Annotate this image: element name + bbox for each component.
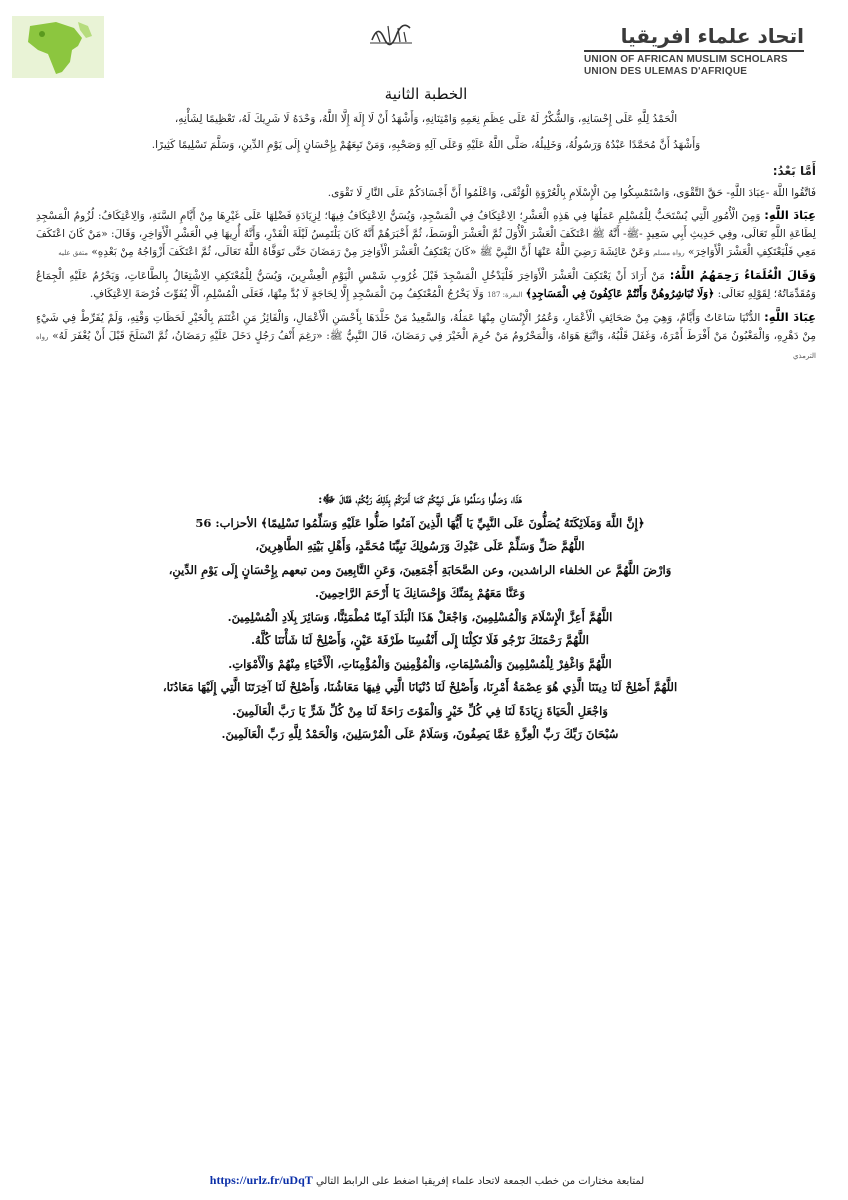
paragraph-text: وَعَنْ عَائِشَةَ رَضِيَ اللَّهُ عَنْهَا أَنَّ النَّبِيَّ ﷺ «كَانَ يَعْتَكِفُ الْعَشْرَ الْأَوَاخِرَ مِنْ رَمَضَانَ حَتَّى تَوَفَّاهُ اللَّهُ تَعَالَى، ثُمَّ اعْتَكَفَ أَزْوَاجُهُ مِنْ بَعْدِهِ» <box>91 246 650 258</box>
dua-line: هَذَا، وَصَلُّوا وَسَلِّمُوا عَلَى نَبِيِّكُمْ كَمَا أَمَرَكُمْ بِذَلِكَ رَبُّكُمْ، فَقَالَ ﷻ: <box>318 492 522 506</box>
intro-line: الْحَمْدُ لِلَّهِ عَلَى إِحْسَانِهِ، وَالشُّكْرُ لَهُ عَلَى عِظَمِ نِعَمِهِ وَامْتِنَانِهِ، وَأَشْهَدُ أَنْ لَا إِلَهَ إِلَّا اللَّهُ، وَحْدَهُ لَا شَرِيكَ لَهُ، تَعْظِيمًا لِشَأْنِهِ، <box>174 113 678 125</box>
hadith-reference: رواه مسلم <box>653 249 685 257</box>
dua-line: وَاجْعَلِ الْحَيَاةَ زِيَادَةً لَنَا فِي كُلِّ خَيْرٍ وَالْمَوْتَ رَاحَةً لَنَا مِنْ كُلِّ شَرٍّ يَا رَبَّ الْعَالَمِينَ. <box>232 703 608 718</box>
dua-line: وَعَنَّا مَعَهُمْ بِمَنِّكَ وَإِحْسَانِكَ يَا أَرْحَمَ الرَّاحِمِينَ. <box>314 586 526 600</box>
organization-name <box>584 24 804 78</box>
intro-line: وَأَشْهَدُ أَنَّ مُحَمَّدًا عَبْدُهُ وَرَسُولُهُ، وَخَلِيلُهُ، صَلَّى اللَّهُ عَلَيْهِ وَعَلَى آلِهِ وَصَحْبِهِ، وَمَنْ تَبِعَهُمْ بِإِحْسَانٍ إِلَى يَوْمِ الدِّينِ، وَسَلَّمَ تَسْلِيمًا كَثِيرًا. <box>151 139 701 151</box>
paragraph-text: الدُّنْيَا سَاعَاتٌ وَأَيَّامٌ، وَهِيَ مِنْ صَحَائِفِ الْأَعْمَارِ، وَعُمُرُ الْإِنْسَانِ مِنْهَا عَمَلُهُ، وَالسَّعِيدُ مَنْ خَلَّدَهَا بِأَحْسَنِ الْأَعْمَالِ، وَالْفَائِزُ مَنِ اغْتَنَمَ بِالْخَيْرِ لَحَظَاتِ وَقْتِهِ، وَلَمْ يُفَرِّطْ فِي شَيْءٍ مِنْ دَهْرِهِ، وَالْمَغْبُونُ مَنْ أَفْرَطَ أَمْرَهُ، وَغَفَلَ قَلْبُهُ، وَاتَّبَعَ هَوَاهُ، وَالْمَحْرُومُ مَنْ حُرِمَ الْخَيْرَ فِي رَمَضَانَ، قَالَ النَّبِيُّ ﷺ: «رَغِمَ أَنْفُ رَجُلٍ دَخَلَ عَلَيْهِ رَمَضَانُ، ثُمَّ انْسَلَخَ قَبْلَ أَنْ يُغْفَرَ لَهُ» <box>36 312 816 342</box>
sermon-body <box>36 84 816 369</box>
africa-map-logo-icon <box>12 16 104 78</box>
paragraph-lead: عِبَادَ اللَّهِ: <box>764 310 816 324</box>
dua-line: وَارْضَ اللَّهُمَّ عن الخلفاء الراشدين، وعن الصَّحَابَةِ أَجْمَعِينَ، وَعَنِ التَّابِعِينَ ومن تبعهم بِإِحْسَانٍ إِلَى يَوْمِ الدِّينِ، <box>168 562 672 577</box>
paragraph-text: وَمِنَ الْأُمُورِ الَّتِي يُسْتَحَبُّ لِلْمُسْلِمِ عَمَلُهَا فِي هَذِهِ الْعَشْرِ؛ الِاعْتِكَافُ فِي الْمَسْجِدِ، وَيُسَنُّ الِاعْتِكَافُ فِيهَا؛ لِزِيَادَةِ فَضْلِهَا عَلَى غَيْرِهَا مِنْ أَيَّامِ السَّنَةِ، وَالِاعْتِكَافُ: لُزُومُ الْمَسْجِدِ لِطَاعَةِ اللَّهِ تَعَالَى، وفِي حَدِيثِ أَبِي سَعِيدٍ -ﷺ- أَنَّهُ ﷺ اعْتَكَفَ الْعَشْرَ الْأُوَلَ ثُمَّ الْعَشْرَ الْوَسَطَ، ثُمَّ أَخْبَرَهُمْ أَنَّهُ كَانَ يَلْتَمِسُ لَيْلَةَ الْقَدْرِ، وَأَنَّهُ أُرِيهَا فِي الْعَشْرِ الْأَوَاخِرِ، وَقَالَ: «مَنْ كَانَ اعْتَكَفَ مَعِي فَلْيَعْتَكِفِ الْعَشْرَ الْأَوَاخِرَ» <box>36 210 816 258</box>
paragraph-text: مَنْ أَرَادَ أَنْ يَعْتَكِفَ الْعَشْرَ الْأَوَاخِرَ فَلْيَدْخُلِ الْمَسْجِدَ قَبْلَ غُرُوبِ شَمْسِ الْيَوْمِ الْعِشْرِينَ، وَيُسَنُّ لِلْمُعْتَكِفِ الِاشْتِغَالُ بِالطَّاعَاتِ، وَيَحْرُمُ عَلَيْهِ الْجِمَاعُ وَمُقَدِّمَاتُهُ؛ لِقَوْلِهِ تَعَالَى: <box>36 270 816 300</box>
closing-supplication <box>100 488 740 747</box>
paragraph-lead: وَقَالَ الْعُلَمَاءُ رَحِمَهُمُ اللَّهُ: <box>669 268 816 282</box>
sermon-intro <box>36 108 816 156</box>
quran-verse: ﴿وَلَا تُبَاشِرُوهُنَّ وَأَنْتُمْ عَاكِفُونَ فِي الْمَسَاجِدِ﴾ <box>525 288 715 300</box>
dua-line: اللَّهُمَّ صَلِّ وَسَلِّمْ عَلَى عَبْدِكَ وَرَسُولِكَ نَبِيِّنَا مُحَمَّدٍ، وَأَهْلِ بَيْتِهِ الطَّاهِرِينَ، <box>255 539 585 553</box>
calligraphy-seal-icon <box>368 20 414 46</box>
itikaf-paragraph <box>36 206 816 262</box>
dua-line: اللَّهُمَّ وَاغْفِرْ لِلْمُسْلِمِينَ وَالْمُسْلِمَاتِ، وَالْمُؤْمِنِينَ وَالْمُؤْمِنَاتِ، الْأَحْيَاءِ مِنْهُمْ وَالْأَمْوَاتِ. <box>228 656 612 671</box>
scholars-paragraph <box>36 266 816 304</box>
footer-text: لمتابعة مختارات من خطب الجمعة لاتحاد علماء إفريقيا اضغط على الرابط التالي <box>315 1176 645 1187</box>
taqwa-paragraph: فَاتَّقُوا اللَّهَ -عِبَادَ اللَّهِ- حَقَّ التَّقْوَى، وَاسْتَمْسِكُوا مِنَ الْإِسْلَامِ بِالْعُرْوَةِ الْوُثْقَى، وَاعْلَمُوا أَنَّ أَجْسَادَكُمْ عَلَى النَّارِ لَا تَقْوَى. <box>327 187 816 199</box>
hadith-reference: رواه الترمذي <box>36 333 816 360</box>
dua-line: سُبْحَانَ رَبِّكَ رَبِّ الْعِزَّةِ عَمَّا يَصِفُونَ، وَسَلَامٌ عَلَى الْمُرْسَلِينَ، وَالْحَمْدُ لِلَّهِ رَبِّ الْعَالَمِينَ. <box>221 727 619 741</box>
verse-reference: البقرة: 187 <box>487 291 523 299</box>
page-header <box>0 0 848 90</box>
dua-line: ﴿إِنَّ اللَّهَ وَمَلَائِكَتَهُ يُصَلُّونَ عَلَى النَّبِيِّ يَا أَيُّهَا الَّذِينَ آمَنُوا صَلُّوا عَلَيْهِ وَسَلِّمُوا تَسْلِيمًا﴾ الأحزاب: 56 <box>195 515 645 530</box>
paragraph-lead: عِبَادَ اللَّهِ: <box>764 208 816 222</box>
dua-line: اللَّهُمَّ رَحْمَتَكَ نَرْجُو فَلَا تَكِلْنَا إِلَى أَنْفُسِنَا طَرْفَةَ عَيْنٍ، وَأَصْلِحْ لَنَا شَأْنَنَا كُلَّهُ. <box>251 633 589 647</box>
org-name-english: UNION OF AFRICAN MUSLIM SCHOLARS <box>584 54 788 65</box>
dua-line: اللَّهُمَّ أَصْلِحْ لَنَا دِينَنَا الَّذِي هُوَ عِصْمَةُ أَمْرِنَا، وَأَصْلِحْ لَنَا دُنْيَانَا الَّتِي فِيهَا مَعَاشُنَا، وَأَصْلِحْ لَنَا آخِرَتَنَا الَّتِي إِلَيْهَا مَعَادُنَا، <box>162 680 678 694</box>
page-footer <box>0 1173 848 1188</box>
time-paragraph <box>36 308 816 365</box>
dua-line: اللَّهُمَّ أَعِزَّ الْإِسْلَامَ وَالْمُسْلِمِينَ، وَاجْعَلْ هَذَا الْبَلَدَ آمِنًا مُطْمَئِنًّا، وَسَائِرَ بِلَادِ الْمُسْلِمِينَ. <box>227 609 613 624</box>
hadith-reference: متفق عليه <box>58 249 89 257</box>
org-name-french: UNION DES ULEMAS D'AFRIQUE <box>584 66 748 77</box>
sermon-title: الخطبة الثانية <box>384 85 468 103</box>
sermons-link[interactable]: https://urlz.fr/uDqT <box>209 1173 313 1187</box>
org-name-arabic: اتحاد علماء افريقيا <box>584 24 804 52</box>
amma-badu-heading: أَمَّا بَعْدُ: <box>772 164 816 178</box>
paragraph-text: وَلَا يَخْرُجُ الْمُعْتَكِفُ مِنَ الْمَسْجِدِ إِلَّا لِحَاجَةٍ لَا بُدَّ مِنْهَا، فَعَلَى الْمُسْلِمِ، أَلَّا يُفَوِّتَ فُرْصَةَ الِاعْتِكَافِ. <box>89 288 484 300</box>
